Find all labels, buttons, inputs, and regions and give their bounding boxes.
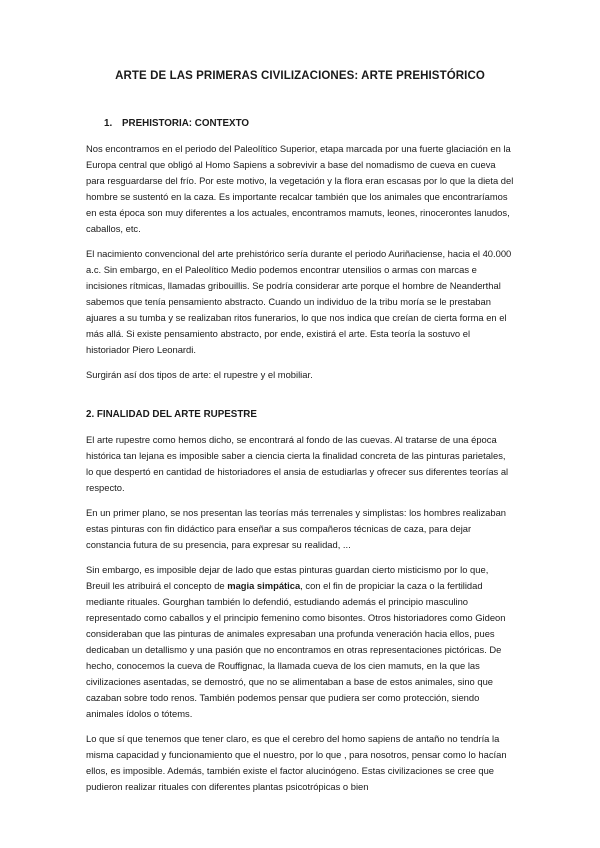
section-2-paragraph-2: En un primer plano, se nos presentan las teorías más terrenales y simplistas: los hombres realizaban estas pinturas con fin didáctico para enseñar a sus compañeros técnicas de caza, para dejar constancia futura de su presencia, para expresar su realidad, ... — [86, 507, 506, 550]
section-1-heading — [86, 118, 514, 129]
magia-simpatica-term: magia simpática — [227, 580, 301, 591]
document-title: ARTE DE LAS PRIMERAS CIVILIZACIONES: ARTE PREHISTÓRICO — [115, 70, 485, 82]
section-1-number: 1. — [104, 118, 113, 129]
section-2-paragraph-4: Lo que sí que tenemos que tener claro, es que el cerebro del homo sapiens de antaño no tendría la misma capacidad y funcionamiento que el nuestro, por lo que , para nosotros, pensar como lo hacían ellos, es imposible. Además, también existe el factor alucinógeno. Estas civilizaciones se cree que pudieron realizar rituales con diferentes plantas psicotrópicas o bien — [86, 733, 507, 792]
section-1-heading-text: PREHISTORIA: CONTEXTO — [122, 118, 250, 129]
section-2-paragraph-1: El arte rupestre como hemos dicho, se encontrará al fondo de las cuevas. Al tratarse de una época histórica tan lejana es imposible saber a ciencia cierta la finalidad concreta de las pinturas parietales, lo que despertó en cantidad de historiadores el ansia de estudiarlas y ofrecer sus diferentes teorías al respecto. — [86, 434, 509, 493]
section-1-paragraph-1: Nos encontramos en el periodo del Paleolítico Superior, etapa marcada por una fuerte glaciación en la Europa central que obligó al Homo Sapiens a sobrevivir a base del nomadismo de cueva en cueva para resguardarse del frío. Por este motivo, la vegetación y la flora eran escasas por lo que la dieta del hombre se sustentó en la caza. Es importante recalcar también que los animales que encontraríamos en esta época son muy diferentes a los actuales, encontramos mamuts, leones, rinocerontes lanudos, caballos, etc. — [86, 143, 514, 234]
section-2-heading: 2. FINALIDAD DEL ARTE RUPESTRE — [86, 409, 257, 420]
section-2-paragraph-3 — [86, 562, 514, 722]
paragraph-text: Sin embargo, es imposible dejar de lado que estas pinturas guardan cierto misticismo por lo que, Breuil les atribuirá el concepto de — [86, 564, 489, 591]
section-1-paragraph-3: Surgirán así dos tipos de arte: el rupestre y el mobiliar. — [86, 369, 313, 380]
section-1-paragraph-2: El nacimiento convencional del arte prehistórico sería durante el periodo Auriñaciense, hacia el 40.000 a.c. Sin embargo, en el Paleolítico Medio podemos encontrar utensilios o armas con marcas e incisiones rítmicas, llamadas gribouillis. Se podría considerar arte porque el hombre de Neanderthal sabemos que tenía pensamiento abstracto. Cuando un individuo de la tribu moría se le prestaban ajuares a su tumba y se realizaban ritos funerarios, lo que nos indica que creían de cierta forma en el más allá. Si existe pensamiento abstracto, por ende, existirá el arte. Esta teoría la sostuvo el historiador Piero Leonardi. — [86, 248, 512, 355]
paragraph-text: , con el fin de propiciar la caza o la fertilidad mediante rituales. Gourghan también lo defendió, estudiando además el principio masculino representado como caballos y el principio femenino como bisontes. Otros historiadores como Gideon consideraban que las pinturas de animales expresaban una profunda veneración hacia ellos, pues dedicaban un detallismo y una pasión que no encontramos en otras representaciones pictóricas. De hecho, conocemos la cueva de Rouffignac, la llamada cueva de los cien mamuts, en la que las civilizaciones asentadas, se demostró, que no se alimentaban a base de estos animales, sino que cazaban sobre todo renos. También podemos pensar que pudiera ser como protección, siendo animales ídolos o tótems. — [86, 580, 506, 719]
